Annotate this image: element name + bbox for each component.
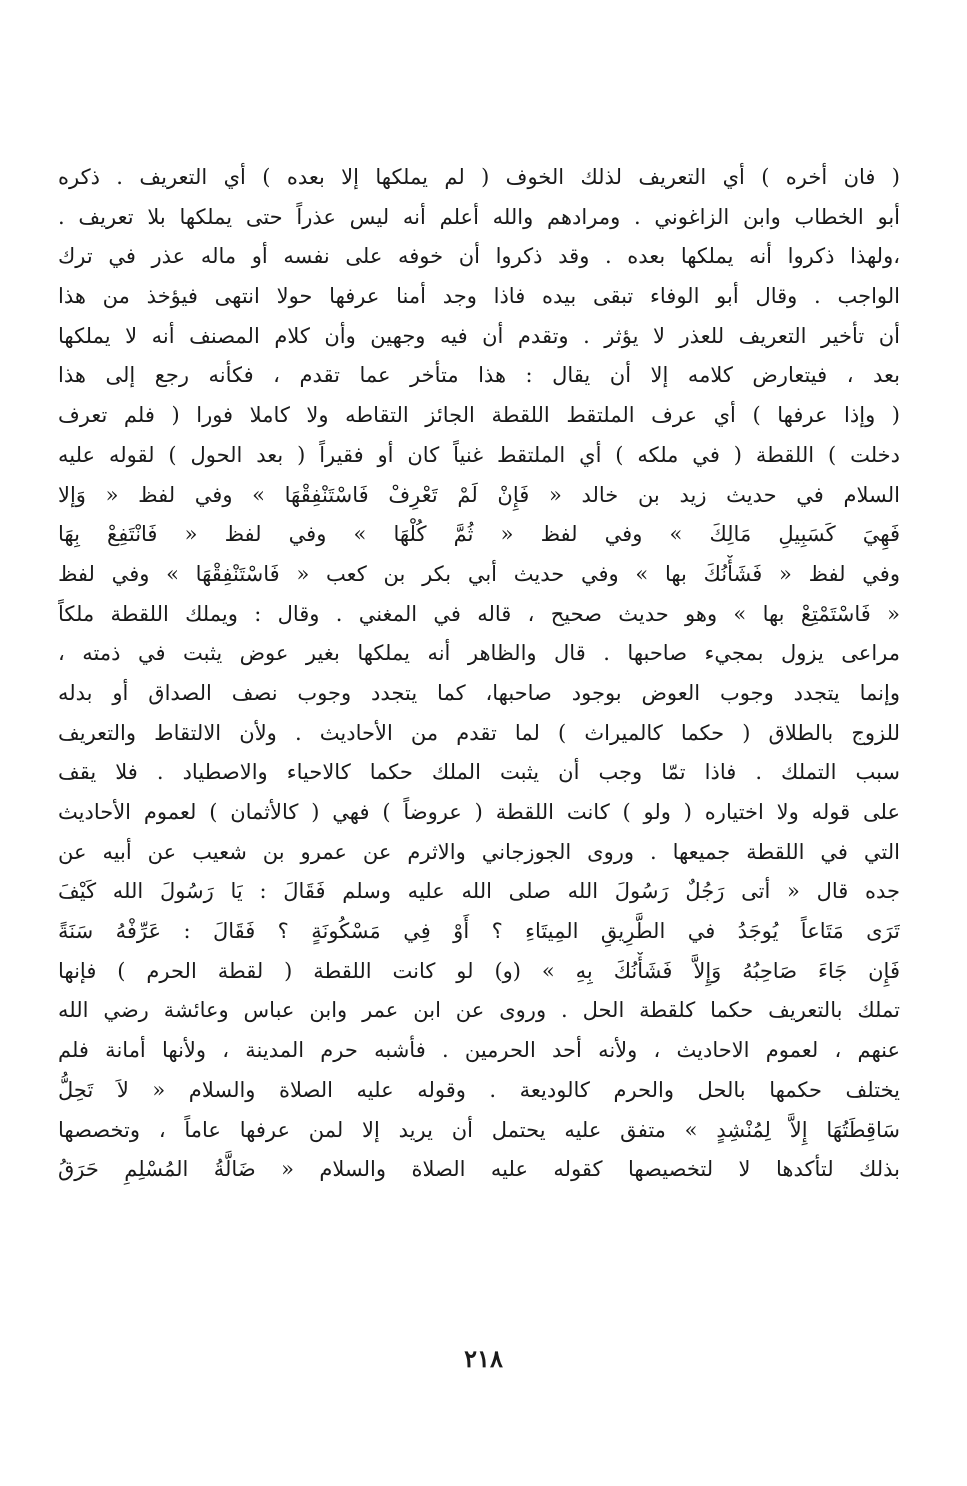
text-line: الواجب . وقال أبو الوفاء تبقى بيده فاذا وجد أمنا عرفها حولا انتهى فيؤخذ من هذا xyxy=(58,284,900,309)
text-line: ( فان أخره ) أي التعريف لذلك الخوف ( لم يملكها إلا بعده ) أي التعريف . ذكره xyxy=(58,165,900,189)
text-line: يختلف حكمها بالحل والحرم كالوديعة . وقوله عليه الصلاة والسلام « لاَ تَحِلُّ xyxy=(58,1077,900,1102)
text-line: تَرَى مَتَاعاً يُوجَدُ في الطَّرِيقِ المِيتَاءِ ؟ أَوْ فِي مَسْكُونَةٍ ؟ فَقَالَ : عَرِّفْهُ سَنَةً xyxy=(58,919,900,944)
text-line: للزوج بالطلاق ( حكما كالميراث ) لما تقدم من الأحاديث . ولأن الالتقاط والتعريف xyxy=(58,720,900,745)
text-line: فَإِن جَاءَ صَاحِبُهُ وَإِلاَّ فَشَأْنُكَ بِهِ » (و) لو كانت اللقطة ( لقطة الحرم ) فإنها xyxy=(58,958,900,983)
text-line: « فَاسْتَمْتِعْ بها » وهو حديث صحيح ، قاله في المغني . وقال : ويملك اللقطة ملكاً xyxy=(58,601,900,626)
body-text xyxy=(58,158,900,1190)
text-line: ،ولهذا ذكروا أنه يملكها بعده . وقد ذكروا أن خوفه على نفسه أو ماله عذر في ترك xyxy=(58,244,900,269)
text-line: دخلت ) اللقطة ( في ملكه ) أي الملتقط غنياً كان أو فقيراً ( بعد الحول ) لقوله عليه xyxy=(58,442,900,467)
text-line: وإنما يتجدد وجوب العوض بوجود صاحبها، كما يتجدد وجوب نصف الصداق أو بدله xyxy=(58,680,900,705)
text-line: بعد ، فيتعارض كلامه إلا أن يقال : هذا متأخر عما تقدم ، فكأنه رجع إلى هذا xyxy=(58,363,900,388)
text-line: أبو الخطاب وابن الزاغوني . ومرادهم والله أعلم أنه ليس عذراً حتى يملكها بلا تعريف . xyxy=(58,204,900,229)
text-line: على قوله ولا اختياره ( ولو ) كانت اللقطة ( عروضاً ) فهي ( كالأثمان ) لعموم الأحاديث xyxy=(58,800,900,824)
text-line: جده قال « أتى رَجُلٌ رَسُولَ الله صلى الله عليه وسلم فَقَالَ : يَا رَسُولَ الله كَيْفَ xyxy=(58,879,900,904)
text-line: تملك بالتعريف حكما كلقطة الحل . وروى عن ابن عمر وابن عباس وعائشة رضي الله xyxy=(58,998,900,1023)
text-line: أن تأخير التعريف للعذر لا يؤثر . وتقدم أن فيه وجهين وأن كلام المصنف أنه لا يملكها xyxy=(58,323,900,348)
text-line: سبب التملك . فاذا تمّا وجب أن يثبت الملك حكما كالاحياء والاصطياد . فلا يقف xyxy=(58,760,900,785)
text-line: بذلك لتأكدها لا لتخصيصها كقوله عليه الصلاة والسلام « ضَالَّةُ المُسْلِمِ حَرَقُ xyxy=(58,1157,900,1182)
text-line: التي في اللقطة جميعها . وروى الجوزجاني والاثرم عن عمرو بن شعيب عن أبيه عن xyxy=(58,839,900,864)
text-line: عنهم ، لعموم الاحاديث ، ولأنه أحد الحرمين . فأشبه حرم المدينة ، ولأنها أمانة فلم xyxy=(58,1038,900,1063)
text-line: فَهِيَ كَسَبِيلِ مَالِكَ » وفي لفظ « ثُمَّ كُلْهَا » وفي لفظ « فَانْتَفِعْ بِهَا xyxy=(58,522,900,547)
text-line: سَاقِطَتُهَا إِلاَّ لِمُنْشِدٍ » متفق عليه يحتمل أن يريد إلا لمن عرفها عاماً ، وتخصصها xyxy=(58,1117,900,1142)
text-line: وفي لفظ « فَشَأْنُكَ بها » وفي حديث أبي بكر بن كعب « فَاسْتَنْفِقْهَا » وفي لفظ xyxy=(58,561,900,586)
text-line: مراعى يزول بمجيء صاحبها . قال والظاهر أنه يملكها بغير عوض يثبت في ذمته ، xyxy=(58,641,900,666)
text-line: ( وإذا عرفها ) أي عرف الملتقط اللقطة الجائز التقاطه ولا كاملا فورا ( فلم تعرف xyxy=(58,403,900,428)
text-line: السلام في حديث زيد بن خالد « فَإِنْ لَمْ تَعْرِفْ فَاسْتَنْفِقْهَا » وفي لفظ « وَإلا xyxy=(58,482,900,507)
page-number: ٢١٨ xyxy=(464,1344,503,1373)
